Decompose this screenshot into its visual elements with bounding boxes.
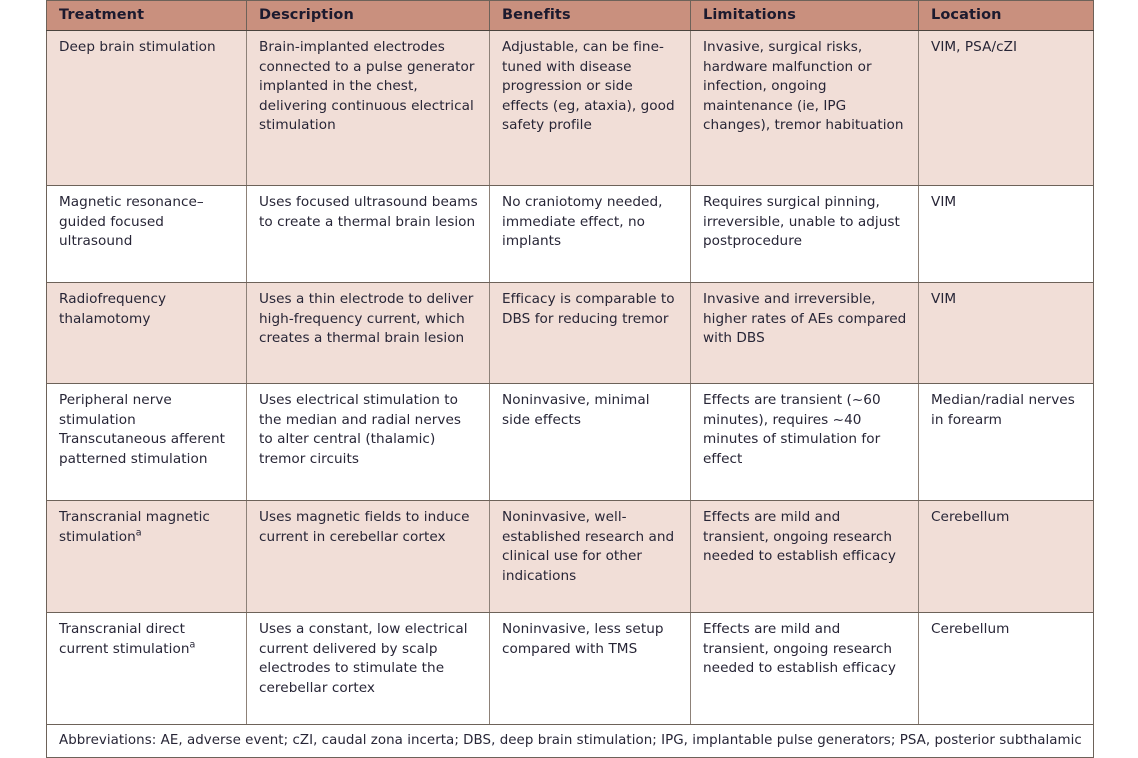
cell-treatment — [47, 186, 247, 283]
cell-description: Brain-implanted electrodes connected to a pulse generator implanted in the chest, delivering continuous electrical stimulation — [247, 31, 490, 186]
cell-limitations: Effects are transient (~60 minutes), requires ~40 minutes of stimulation for effect — [691, 384, 919, 501]
treatment-name: Radiofrequency thalamotomy — [59, 291, 167, 327]
treatment-name: Transcranial direct current stimulation — [59, 621, 190, 657]
cell-description: Uses a constant, low electrical current delivered by scalp electrodes to stimulate the cerebellar cortex — [247, 613, 490, 725]
cell-description: Uses focused ultrasound beams to create a thermal brain lesion — [247, 186, 490, 283]
cell-location: Cerebellum — [919, 613, 1094, 725]
table-row — [47, 384, 1094, 501]
cell-limitations: Effects are mild and transient, ongoing research needed to establish efficacy — [691, 501, 919, 613]
table-footer — [47, 725, 1094, 758]
cell-limitations: Requires surgical pinning, irreversible, unable to adjust postprocedure — [691, 186, 919, 283]
abbreviations-note: Abbreviations: AE, adverse event; cZI, caudal zona incerta; DBS, deep brain stimulation; IPG, implantable pulse generators; PSA, posterior subthalamic — [47, 725, 1094, 758]
cell-description: Uses magnetic fields to induce current in cerebellar cortex — [247, 501, 490, 613]
cell-treatment — [47, 283, 247, 384]
treatment-comparison-table — [46, 0, 1094, 758]
column-header-treatment: Treatment — [47, 1, 247, 31]
column-header-location: Location — [919, 1, 1094, 31]
treatment-name-alt: Transcutaneous afferent patterned stimulation — [59, 431, 225, 467]
cell-limitations: Effects are mild and transient, ongoing research needed to establish efficacy — [691, 613, 919, 725]
abbreviations-row — [47, 725, 1094, 758]
cell-location: VIM — [919, 283, 1094, 384]
cell-limitations: Invasive and irreversible, higher rates of AEs compared with DBS — [691, 283, 919, 384]
footnote-marker: a — [135, 527, 142, 539]
cell-location: VIM, PSA/cZI — [919, 31, 1094, 186]
column-header-benefits: Benefits — [490, 1, 691, 31]
cell-treatment — [47, 613, 247, 725]
column-header-description: Description — [247, 1, 490, 31]
cell-location: Cerebellum — [919, 501, 1094, 613]
cell-benefits: Adjustable, can be fine-tuned with disease progression or side effects (eg, ataxia), good safety profile — [490, 31, 691, 186]
cell-treatment — [47, 384, 247, 501]
cell-location: VIM — [919, 186, 1094, 283]
table-row — [47, 613, 1094, 725]
treatment-name: Transcranial magnetic stimulation — [59, 509, 210, 545]
cell-treatment — [47, 31, 247, 186]
table-row — [47, 501, 1094, 613]
cell-benefits: Noninvasive, minimal side effects — [490, 384, 691, 501]
cell-limitations: Invasive, surgical risks, hardware malfunction or infection, ongoing maintenance (ie, IPG changes), tremor habituation — [691, 31, 919, 186]
cell-description: Uses a thin electrode to deliver high-frequency current, which creates a thermal brain lesion — [247, 283, 490, 384]
treatment-name: Magnetic resonance–guided focused ultrasound — [59, 194, 204, 250]
column-header-limitations: Limitations — [691, 1, 919, 31]
treatment-name: Peripheral nerve stimulation — [59, 392, 172, 428]
treatment-name: Deep brain stimulation — [59, 39, 216, 55]
table-header-row — [47, 1, 1094, 31]
cell-benefits: No craniotomy needed, immediate effect, no implants — [490, 186, 691, 283]
table-row — [47, 186, 1094, 283]
cell-benefits: Noninvasive, less setup compared with TMS — [490, 613, 691, 725]
cell-benefits: Noninvasive, well-established research and clinical use for other indications — [490, 501, 691, 613]
table-row — [47, 283, 1094, 384]
table-body — [47, 31, 1094, 725]
cell-treatment — [47, 501, 247, 613]
cell-location: Median/radial nerves in forearm — [919, 384, 1094, 501]
cell-description: Uses electrical stimulation to the median and radial nerves to alter central (thalamic) tremor circuits — [247, 384, 490, 501]
cell-benefits: Efficacy is comparable to DBS for reducing tremor — [490, 283, 691, 384]
table-row — [47, 31, 1094, 186]
footnote-marker: a — [189, 639, 196, 651]
treatment-comparison-table-wrapper — [46, 0, 1093, 758]
table-header — [47, 1, 1094, 31]
